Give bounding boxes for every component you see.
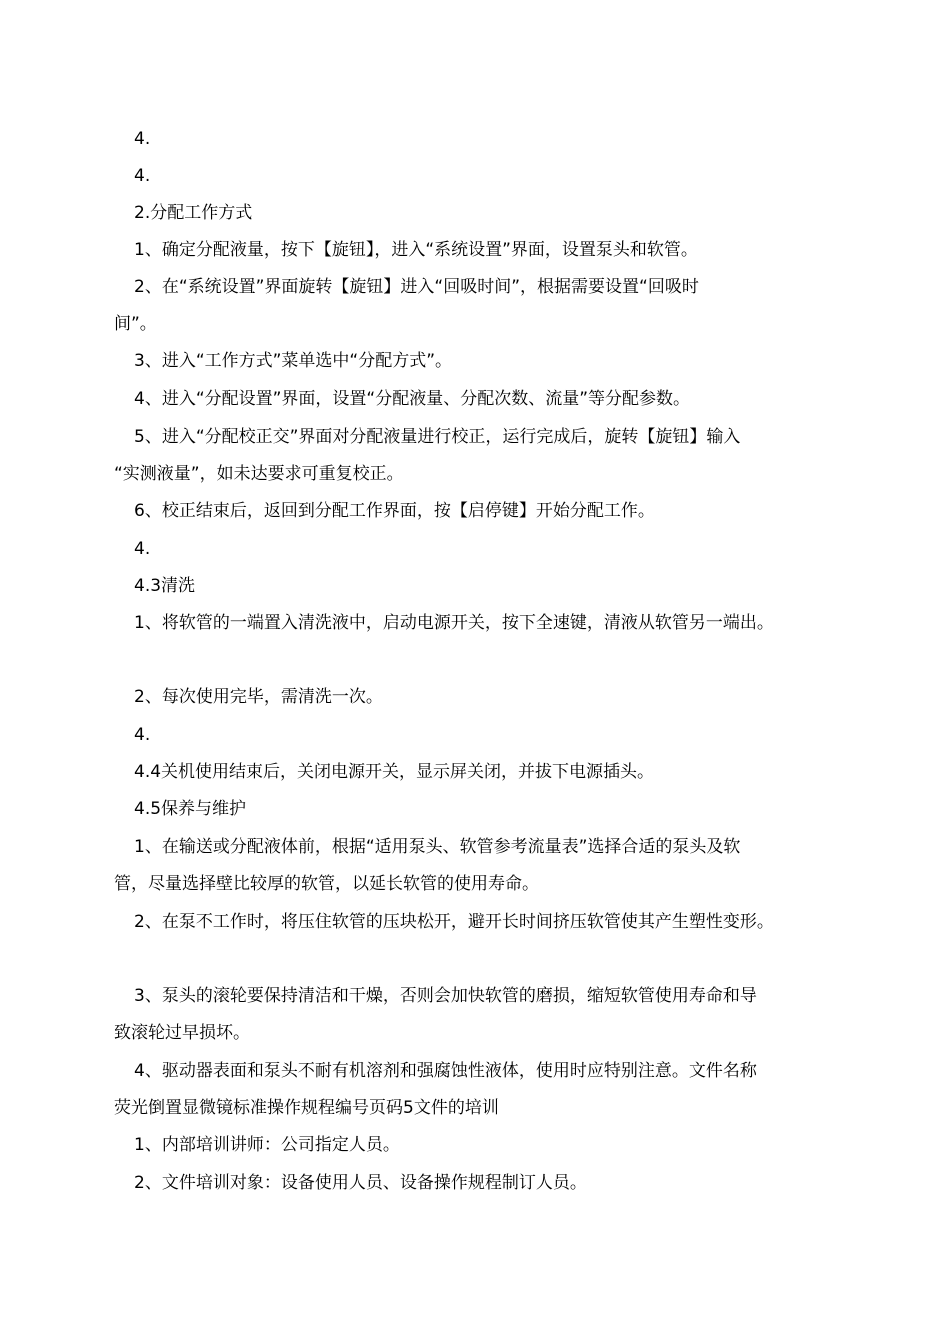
text-line: 荧光倒置显微镜标准操作规程编号页码5文件的培训 (114, 1098, 499, 1118)
section-heading: 2.分配工作方式 (134, 203, 253, 223)
text-line: 1、内部培训讲师：公司指定人员。 (134, 1135, 400, 1155)
text-line: 3、进入“工作方式”菜单选中“分配方式”。 (134, 351, 453, 371)
text-line: 1、确定分配液量，按下【旋钮】，进入“系统设置”界面，设置泵头和软管。 (134, 240, 698, 260)
text-line: 3、泵头的滚轮要保持清洁和干燥，否则会加快软管的磨损，缩短软管使用寿命和导 (134, 986, 757, 1006)
section-heading: 4.3清洗 (134, 576, 196, 596)
text-line: 2、在“系统设置”界面旋转【旋钮】进入“回吸时间”，根据需要设置“回吸时 (134, 277, 699, 297)
text-line: 间”。 (114, 314, 157, 334)
text-line: “实测液量”，如未达要求可重复校正。 (114, 464, 404, 484)
text-line: 4. (134, 129, 151, 149)
text-line: 1、将软管的一端置入清洗液中，启动电源开关，按下全速键，清液从软管另一端出。 (134, 613, 774, 633)
text-line: 4、驱动器表面和泵头不耐有机溶剂和强腐蚀性液体，使用时应特别注意。文件名称 (134, 1061, 757, 1081)
text-line: 管，尽量选择壁比较厚的软管，以延长软管的使用寿命。 (114, 874, 539, 894)
text-line: 4. (134, 725, 151, 745)
text-line: 致滚轮过早损坏。 (114, 1023, 250, 1043)
text-line: 1、在输送或分配液体前，根据“适用泵头、软管参考流量表”选择合适的泵头及软 (134, 837, 741, 857)
section-heading: 4.5保养与维护 (134, 799, 247, 819)
text-line: 6、校正结束后，返回到分配工作界面，按【启停键】开始分配工作。 (134, 501, 655, 521)
text-line: 4. (134, 539, 151, 559)
text-line: 5、进入“分配校正交”界面对分配液量进行校正，运行完成后，旋转【旋钮】输入 (134, 427, 741, 447)
text-line: 2、文件培训对象：设备使用人员、设备操作规程制订人员。 (134, 1173, 587, 1193)
section-heading: 4.4关机使用结束后，关闭电源开关，显示屏关闭，并拔下电源插头。 (134, 762, 655, 782)
text-line: 2、每次使用完毕，需清洗一次。 (134, 687, 383, 707)
text-line: 4. (134, 166, 151, 186)
text-line: 4、进入“分配设置”界面，设置“分配液量、分配次数、流量”等分配参数。 (134, 389, 691, 409)
text-line: 2、在泵不工作时，将压住软管的压块松开，避开长时间挤压软管使其产生塑性变形。 (134, 912, 774, 932)
